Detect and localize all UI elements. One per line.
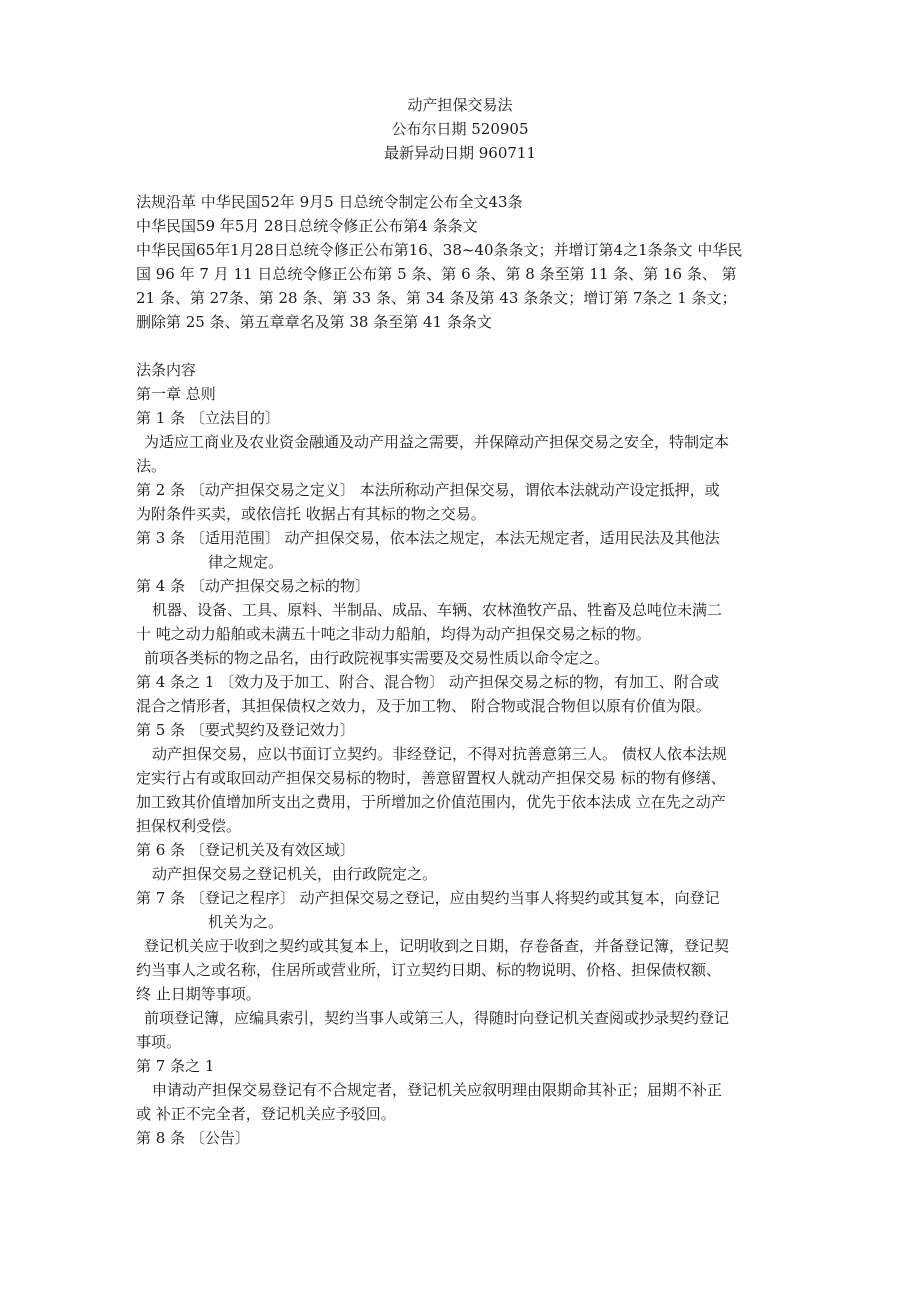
article-heading: 第 4 条之 1 〔效力及于加工、附合、混合物〕 动产担保交易之标的物，有加工、附合或 <box>136 673 719 691</box>
document-title: 动产担保交易法 <box>407 96 513 114</box>
spacer <box>136 334 786 358</box>
content-heading: 法条内容 <box>136 361 197 379</box>
article-heading: 第 7 条 〔登记之程序〕 动产担保交易之登记，应由契约当事人将契约或其复本，向登记 <box>136 889 720 907</box>
publish-date: 公布尔日期 520905 <box>391 120 529 138</box>
article-text: 为附条件买卖，或依信托 收据占有其标的物之交易。 <box>136 505 486 523</box>
article-heading: 第 1 条 〔立法目的〕 <box>136 409 280 427</box>
article-heading: 第 3 条 〔适用范围〕 动产担保交易，依本法之规定，本法无规定者，适用民法及其他法 <box>136 529 720 547</box>
article-text: 前项各类标的物之品名，由行政院视事实需要及交易性质以命令定之。 <box>144 649 610 667</box>
article-text: 律之规定。 <box>208 553 284 571</box>
article-heading: 第 7 条之 1 <box>136 1057 215 1075</box>
article-heading: 第 6 条 〔登记机关及有效区域〕 <box>136 841 355 859</box>
article-text: 登记机关应于收到之契约或其复本上，记明收到之日期，存卷备查，并备登记簿，登记契 <box>144 937 730 955</box>
content-section <box>136 358 786 1150</box>
document-header <box>0 93 920 165</box>
history-line: 国 96 年 7 月 11 日总统令修正公布第 5 条、第 6 条、第 8 条至第 11 条、第 16 条、 第 <box>136 265 737 283</box>
history-line: 法规沿革 中华民国52年 9月5 日总统令制定公布全文43条 <box>136 193 523 211</box>
history-line: 中华民国65年1月28日总统令修正公布第16、38~40条条文；并增订第4之1条条文 中华民 <box>136 241 743 259</box>
article-text: 终 止日期等事项。 <box>136 985 261 1003</box>
article-text: 十 吨之动力船舶或未满五十吨之非动力船舶，均得为动产担保交易之标的物。 <box>136 625 651 643</box>
article-text: 混合之情形者，其担保债权之效力，及于加工物、 附合物或混合物但以原有价值为限。 <box>136 697 711 715</box>
article-text: 动产担保交易，应以书面订立契约。非经登记，不得对抗善意第三人。 债权人依本法规 <box>152 745 727 763</box>
history-line: 中华民国59 年5月 28日总统令修正公布第4 条条文 <box>136 217 478 235</box>
article-text: 机关为之。 <box>208 913 284 931</box>
article-heading: 第 5 条 〔要式契约及登记效力〕 <box>136 721 355 739</box>
article-text: 加工致其价值增加所支出之费用，于所增加之价值范围内，优先于依本法成 立在先之动产 <box>136 793 726 811</box>
article-text: 约当事人之或名称，住居所或营业所，订立契约日期、标的物说明、价格、担保债权额、 <box>136 961 722 979</box>
article-heading: 第 4 条 〔动产担保交易之标的物〕 <box>136 577 370 595</box>
article-text: 担保权利受偿。 <box>136 817 242 835</box>
article-text: 事项。 <box>136 1033 182 1051</box>
article-text: 法。 <box>136 457 167 475</box>
article-text: 为适应工商业及农业资金融通及动产用益之需要，并保障动产担保交易之安全，特制定本 <box>144 433 730 451</box>
history-section <box>136 190 786 334</box>
document-body <box>136 190 786 1150</box>
article-heading: 第 2 条 〔动产担保交易之定义〕 本法所称动产担保交易，谓依本法就动产设定抵押，或 <box>136 481 720 499</box>
chapter-heading: 第一章 总则 <box>136 385 216 403</box>
article-text: 或 补正不完全者，登记机关应予驳回。 <box>136 1105 396 1123</box>
article-heading: 第 8 条 〔公告〕 <box>136 1129 250 1147</box>
article-text: 动产担保交易之登记机关，由行政院定之。 <box>152 865 438 883</box>
article-text: 机器、设备、工具、原料、半制品、成品、车辆、农林渔牧产品、牲畜及总吨位未满二 <box>152 601 723 619</box>
article-text: 定实行占有或取回动产担保交易标的物时，善意留置权人就动产担保交易 标的物有修缮、 <box>136 769 726 787</box>
history-line: 21 条、第 27条、第 28 条、第 33 条、第 34 条及第 43 条条文；增订第 7条之 1 条文； <box>136 289 737 307</box>
latest-change-date: 最新异动日期 960711 <box>383 144 537 162</box>
history-line: 删除第 25 条、第五章章名及第 38 条至第 41 条条文 <box>136 313 492 331</box>
article-text: 申请动产担保交易登记有不合规定者，登记机关应叙明理由限期命其补正；届期不补正 <box>152 1081 723 1099</box>
article-text: 前项登记簿，应编具索引，契约当事人或第三人，得随时向登记机关查阅或抄录契约登记 <box>144 1009 730 1027</box>
